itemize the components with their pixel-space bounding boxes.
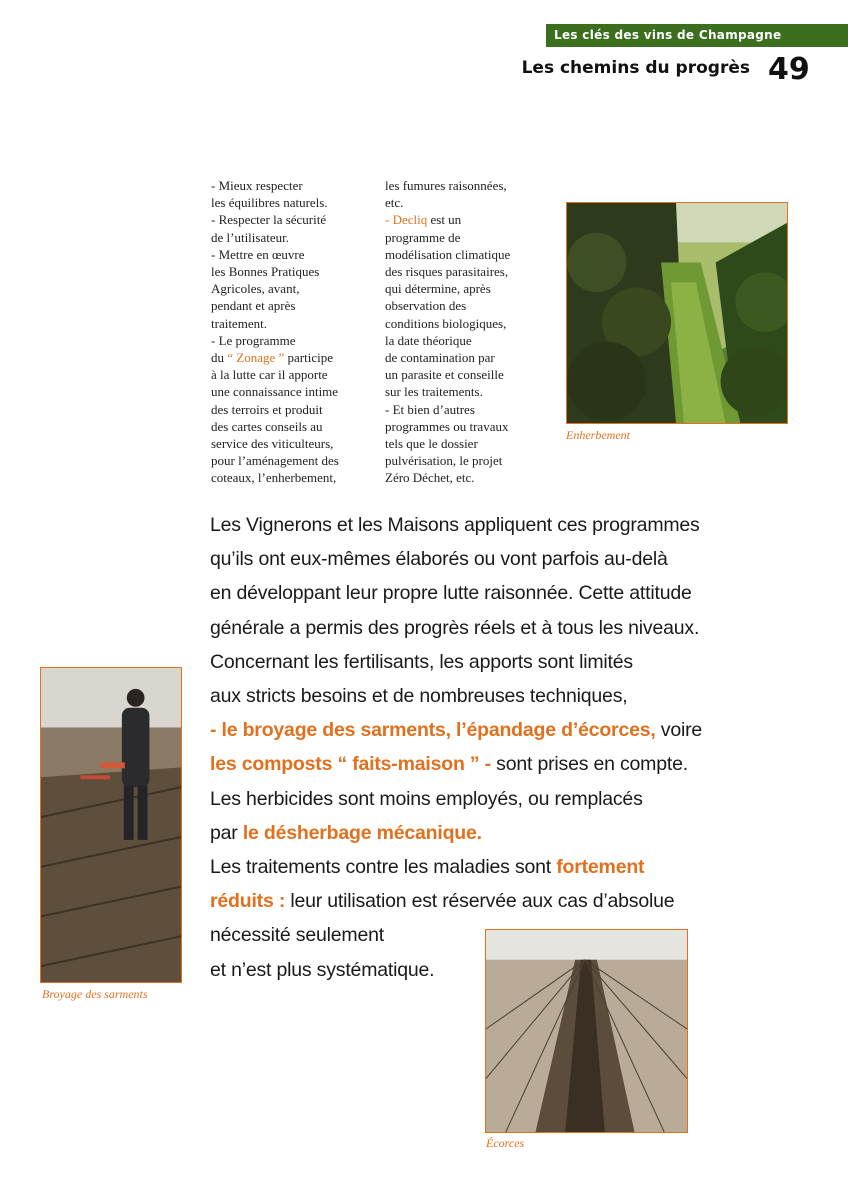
column2-line	[385, 211, 545, 228]
line-text: par	[210, 821, 243, 844]
column2-line: observation des	[385, 298, 467, 314]
caption-broyage: Broyage des sarments	[42, 987, 148, 1001]
column1-line	[211, 349, 371, 366]
column2-line: pulvérisation, le projet	[385, 453, 503, 469]
highlight-text: fortement	[556, 856, 645, 879]
vineyard-grass-image	[567, 203, 787, 423]
column1-line: une connaissance intime	[211, 384, 339, 400]
column2-line: - Et bien d’autres	[385, 401, 475, 417]
chapter-title: Les clés des vins de Champagne	[554, 28, 782, 42]
main_paragraph-line: Concernant les fertilisants, les apports sont limités	[210, 650, 633, 673]
chapter-band	[546, 24, 848, 47]
highlight-text: le désherbage mécanique.	[242, 821, 482, 844]
column2-line: sur les traitements.	[385, 384, 483, 400]
main_paragraph-line: et n’est plus systématique.	[210, 958, 435, 981]
photo-broyage	[40, 667, 182, 983]
column1-line: - Respecter la sécurité	[211, 212, 327, 228]
highlight-text: - le broyage des sarments, l’épandage d’écorces,	[210, 719, 656, 742]
line-text: est un	[427, 212, 462, 228]
column2-line: qui détermine, après	[385, 281, 491, 297]
column1-line: les Bonnes Pratiques	[211, 264, 320, 280]
highlight-text: - Decliq	[385, 212, 428, 228]
main_paragraph-line	[210, 816, 770, 850]
main_paragraph-line	[210, 884, 770, 918]
column1-line: pendant et après	[211, 298, 296, 314]
highlight-text: “ Zonage ”	[227, 350, 285, 366]
column1-line: les équilibres naturels.	[211, 195, 328, 211]
line-text: voire	[655, 719, 703, 742]
main_paragraph-line: aux stricts besoins et de nombreuses techniques,	[210, 685, 628, 708]
line-text: sont prises en compte.	[490, 753, 688, 776]
column1-line: traitement.	[211, 315, 267, 331]
main_paragraph-line	[210, 747, 770, 781]
column1-line: des cartes conseils au	[211, 418, 323, 434]
vine-rows-image	[486, 930, 687, 1132]
main_paragraph-line: Les herbicides sont moins employés, ou remplacés	[210, 787, 643, 810]
caption-ecorces: Écorces	[486, 1136, 525, 1150]
column1-line: service des viticulteurs,	[211, 436, 334, 452]
page-number: 49	[768, 52, 810, 87]
section-title: Les chemins du progrès	[521, 58, 750, 78]
main_paragraph-line	[210, 850, 770, 884]
column2-line: etc.	[385, 195, 404, 211]
column2-line: tels que le dossier	[385, 436, 478, 452]
main_paragraph-line: en développant leur propre lutte raisonnée. Cette attitude	[210, 582, 692, 605]
line-text: Les traitements contre les maladies sont	[210, 856, 557, 879]
column1-line: - Mettre en œuvre	[211, 246, 305, 262]
line-text: leur utilisation est réservée aux cas d’absolue	[285, 890, 675, 913]
main_paragraph-line: Les Vignerons et les Maisons appliquent ces programmes	[210, 514, 700, 536]
column1-line: des terroirs et produit	[211, 401, 323, 417]
main_paragraph-line: générale a permis des progrès réels et à tous les niveaux.	[210, 616, 700, 639]
highlight-text: les composts “ faits-maison ” -	[210, 753, 491, 776]
caption-enherbement: Enherbement	[566, 428, 630, 442]
column2-line: des risques parasitaires,	[385, 264, 509, 280]
photo-ecorces	[485, 929, 688, 1133]
column1-line: coteaux, l’enherbement,	[211, 470, 337, 486]
main-paragraph	[210, 508, 770, 987]
column2-line: conditions biologiques,	[385, 315, 507, 331]
column1-line: à la lutte car il apporte	[211, 367, 328, 383]
line-text: du	[211, 350, 228, 366]
list-column-2	[385, 177, 545, 487]
photo-enherbement	[566, 202, 788, 424]
column1-line: de l’utilisateur.	[211, 229, 289, 245]
column2-line: programme de	[385, 229, 461, 245]
list-column-1	[211, 177, 371, 487]
main_paragraph-line: nécessité seulement	[210, 924, 384, 947]
main_paragraph-line	[210, 713, 770, 747]
column2-line: les fumures raisonnées,	[385, 178, 507, 193]
column1-line: - Le programme	[211, 332, 296, 348]
column2-line: un parasite et conseille	[385, 367, 504, 383]
highlight-text: réduits :	[210, 890, 286, 913]
column1-line: Agricoles, avant,	[211, 281, 300, 297]
column2-line: la date théorique	[385, 332, 472, 348]
column2-line: de contamination par	[385, 350, 495, 366]
column2-line: programmes ou travaux	[385, 418, 509, 434]
vine-pruning-image	[41, 668, 181, 982]
column1-line: - Mieux respecter	[211, 178, 303, 193]
main_paragraph-line: qu’ils ont eux-mêmes élaborés ou vont parfois au-delà	[210, 548, 668, 571]
column2-line: modélisation climatique	[385, 246, 511, 262]
line-text: participe	[284, 350, 334, 366]
column1-line: pour l’aménagement des	[211, 453, 339, 469]
column2-line: Zéro Déchet, etc.	[385, 470, 475, 486]
